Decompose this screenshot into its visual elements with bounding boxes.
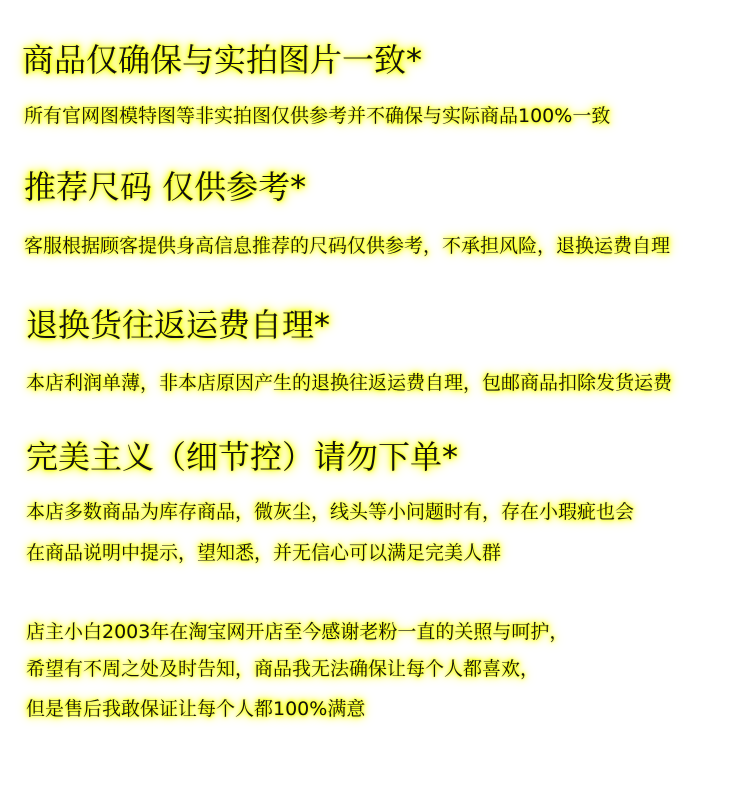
closing-1: 店主小白2003年在淘宝网开店至今感谢老粉一直的关照与呵护， xyxy=(26,621,569,643)
text-3-1: 本店利润单薄，非本店原因产生的退换往返运费自理，包邮商品扣除发货运费 xyxy=(26,372,673,394)
text-2-1: 客服根据顾客提供身高信息推荐的尺码仅供参考，不承担风险，退换运费自理 xyxy=(24,235,671,257)
heading-2: 推荐尺码 仅供参考* xyxy=(24,168,307,206)
heading-4: 完美主义（细节控）请勿下单* xyxy=(26,438,459,476)
heading-1: 商品仅确保与实拍图片一致* xyxy=(22,41,423,79)
text-4-2: 在商品说明中提示，望知悉，并无信心可以满足完美人群 xyxy=(26,542,502,564)
text-1-1: 所有官网图模特图等非实拍图仅供参考并不确保与实际商品100%一致 xyxy=(24,105,611,127)
closing-3: 但是售后我敢保证让每个人都100%满意 xyxy=(26,698,366,720)
closing-2: 希望有不周之处及时告知，商品我无法确保让每个人都喜欢， xyxy=(26,658,540,680)
text-4-1: 本店多数商品为库存商品，微灰尘，线头等小问题时有，存在小瑕疵也会 xyxy=(26,501,635,523)
heading-3: 退换货往返运费自理* xyxy=(26,306,331,344)
